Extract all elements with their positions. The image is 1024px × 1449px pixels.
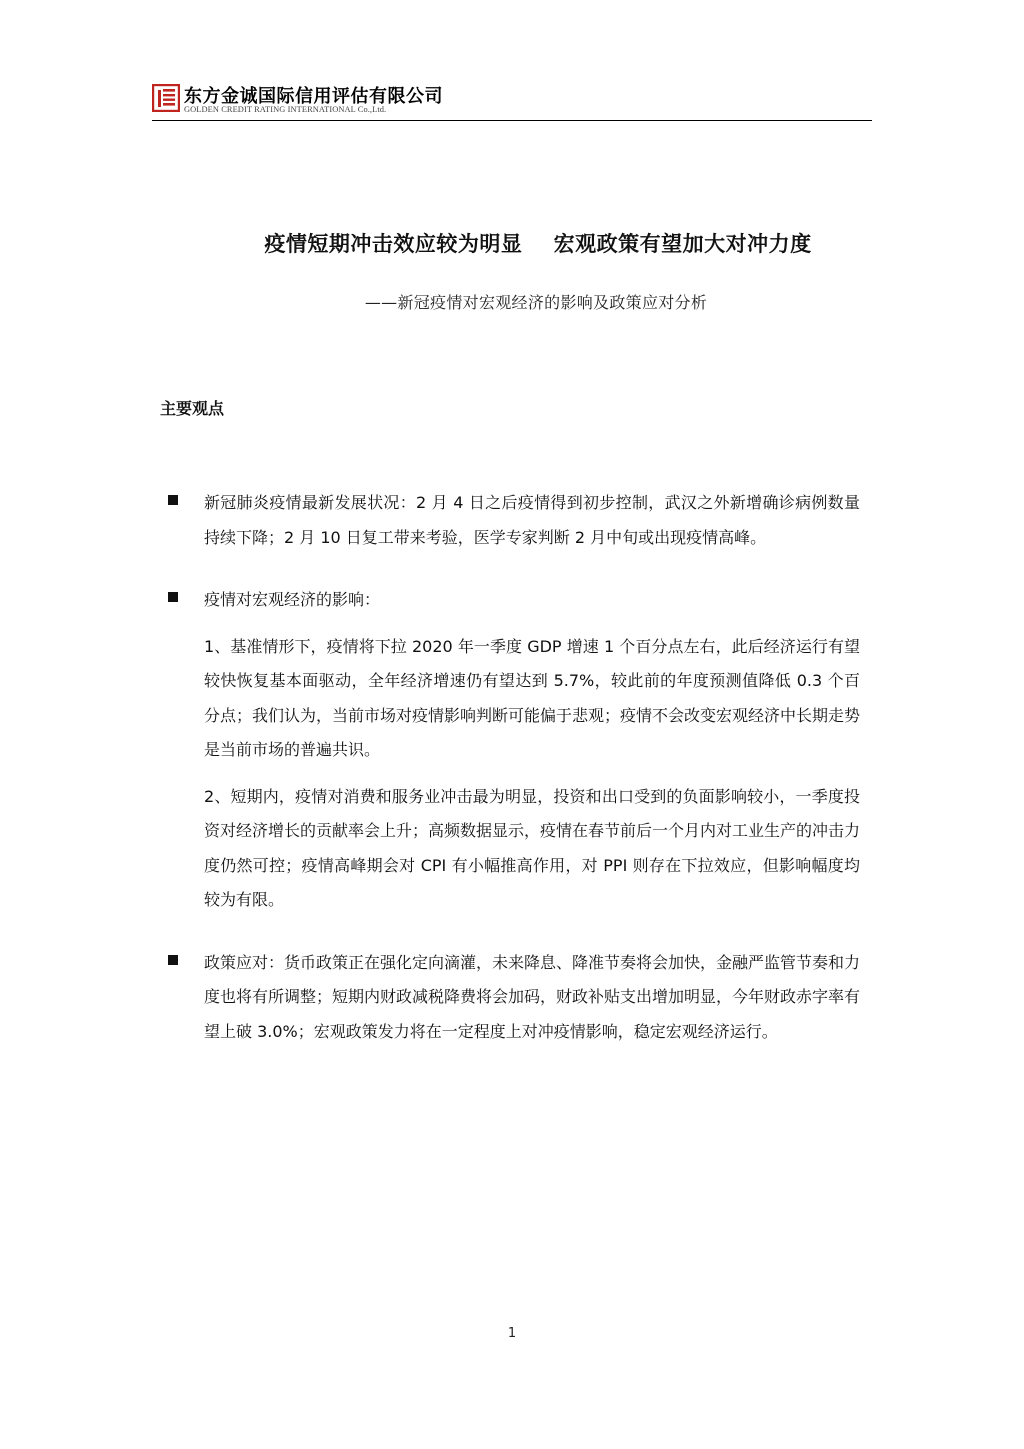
square-bullet-icon (168, 955, 178, 965)
key-point (160, 486, 860, 555)
key-point-paragraph: 1、基准情形下，疫情将下拉 2020 年一季度 GDP 增速 1 个百分点左右，此后经济运行有望较快恢复基本面驱动，全年经济增速仍有望达到 5.7%，较此前的年度预测值降低 0.3 个百分点；我们认为，当前市场对疫情影响判断可能偏于悲观；疫情不会改变宏观经济中长期走势是当前市场的普遍共识。 (204, 636, 861, 759)
key-points-list (160, 486, 860, 1077)
header-divider (152, 120, 872, 121)
key-point (160, 583, 860, 918)
key-point-text: 新冠肺炎疫情最新发展状况：2 月 4 日之后疫情得到初步控制，武汉之外新增确诊病例数量持续下降；2 月 10 日复工带来考验，医学专家判断 2 月中旬或出现疫情高峰。 (204, 493, 860, 547)
key-point-text: 疫情对宏观经济的影响： (204, 590, 381, 609)
section-heading: 主要观点 (160, 399, 225, 418)
document-title: 疫情短期冲击效应较为明显 宏观政策有望加大对冲力度 (264, 232, 812, 256)
square-bullet-icon (168, 592, 178, 602)
key-point-paragraph: 2、短期内，疫情对消费和服务业冲击最为明显，投资和出口受到的负面影响较小，一季度投资对经济增长的贡献率会上升；高频数据显示，疫情在春节前后一个月内对工业生产的冲击力度仍然可控；疫情高峰期会对 CPI 有小幅推高作用，对 PPI 则存在下拉效应，但影响幅度均较为有限。 (204, 786, 861, 909)
page-number: 1 (507, 1326, 517, 1341)
key-point (160, 946, 860, 1050)
page-header (152, 80, 872, 122)
golden-credit-logo-icon (152, 84, 180, 112)
key-point-text: 政策应对：货币政策正在强化定向滴灌，未来降息、降准节奏将会加快，金融严监管节奏和力度也将有所调整；短期内财政减税降费将会加码，财政补贴支出增加明显，今年财政赤字率有望上破 3.0%；宏观政策发力将在一定程度上对冲疫情影响，稳定宏观经济运行。 (204, 952, 861, 1041)
document-subtitle: ——新冠疫情对宏观经济的影响及政策应对分析 (364, 293, 708, 312)
company-name-en: GOLDEN CREDIT RATING INTERNATIONAL Co.,Ltd. (184, 105, 387, 114)
square-bullet-icon (168, 495, 178, 505)
company-name-cn: 东方金诚国际信用评估有限公司 (184, 86, 443, 107)
